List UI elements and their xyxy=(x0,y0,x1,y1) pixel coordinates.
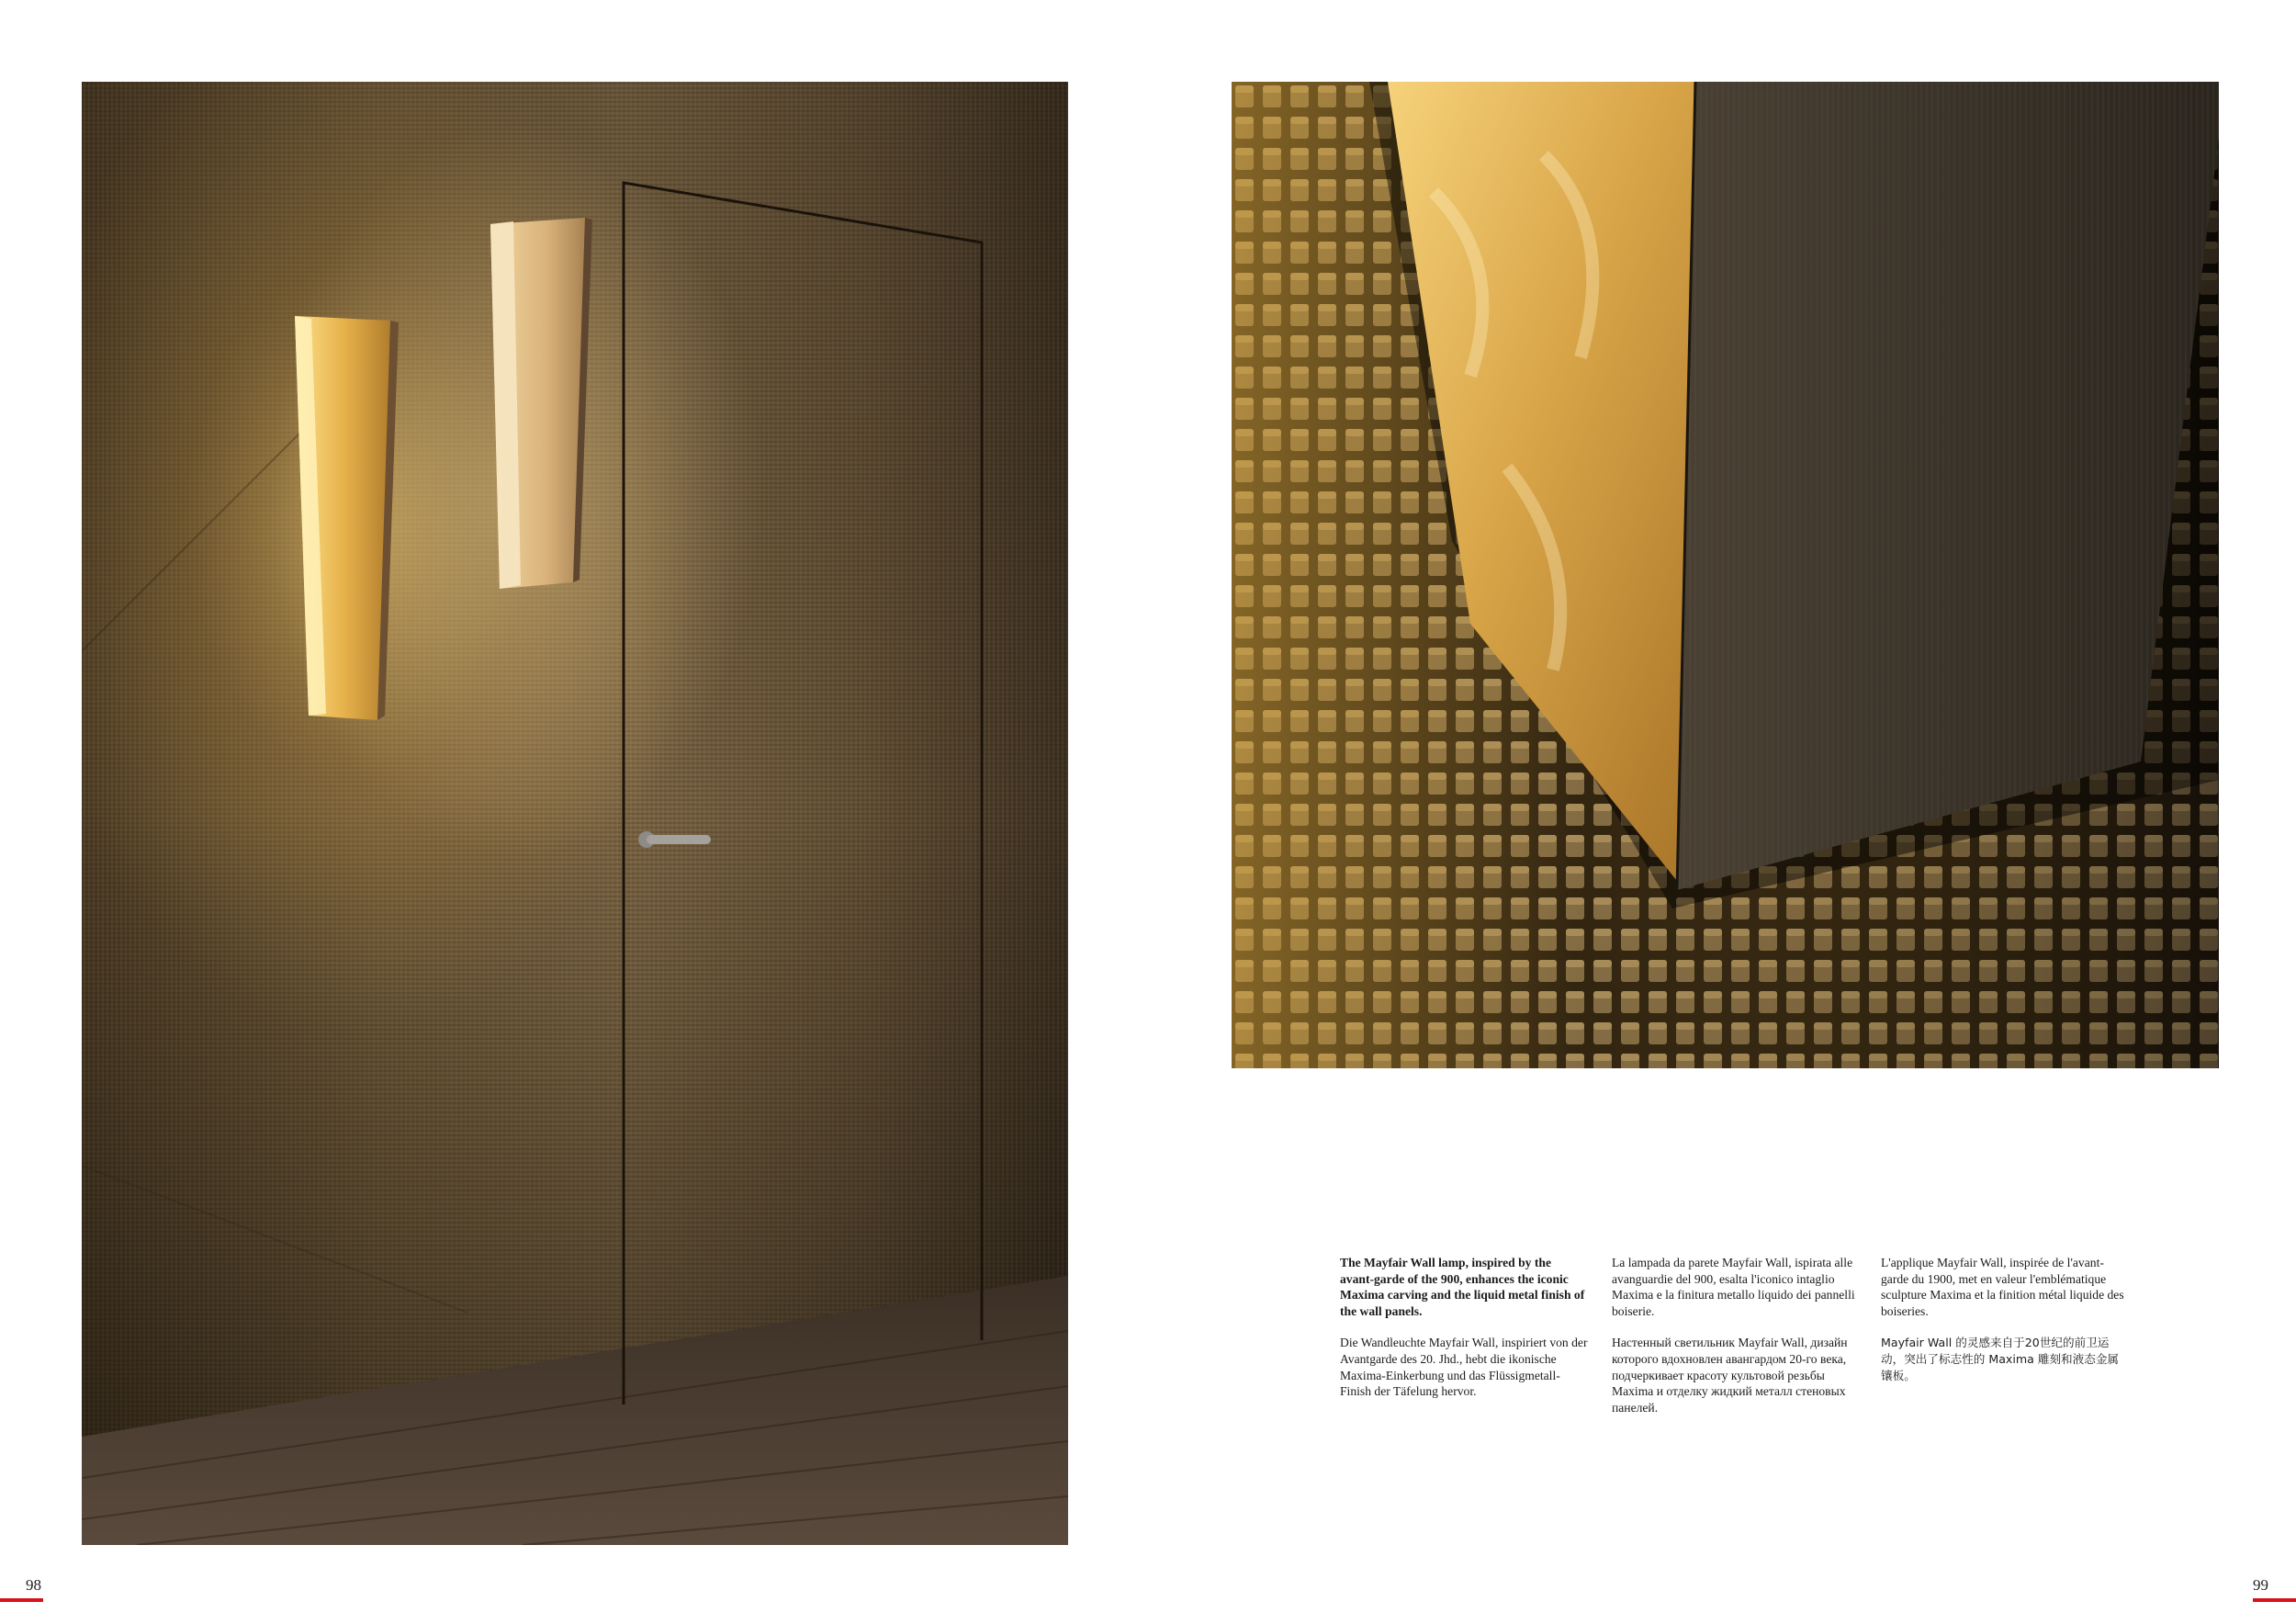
caption-russian: Настенный светильник Mayfair Wall, дизайн которого вдохновлен авангардом 20-го века, подчеркивает красоту культовой резьбы Maxima и отделку жидкий металл стеновых панелей. xyxy=(1612,1336,1848,1415)
caption-italian: La lampada da parete Mayfair Wall, ispirata alle avanguardie del 900, esalta l'iconico intaglio Maxima e la finitura metallo liquido dei pannelli boiserie. xyxy=(1612,1256,1855,1318)
caption-french: L'applique Mayfair Wall, inspirée de l'avant-garde du 1900, met en valeur l'emblématique sculpture Maxima et la finition métal liquide des boiseries. xyxy=(1881,1256,2124,1318)
page-number-right: 99 xyxy=(2253,1576,2268,1594)
page-number-left: 98 xyxy=(26,1576,41,1594)
lamp-closeup-photo xyxy=(1232,82,2219,1068)
page-rule-left xyxy=(0,1598,43,1602)
caption-column-english xyxy=(1340,1255,1588,1415)
caption-column-italian xyxy=(1612,1255,1860,1431)
caption-column-french xyxy=(1881,1255,2129,1399)
wall-lamps-and-door-photo xyxy=(82,82,1068,1545)
caption-english: The Mayfair Wall lamp, inspired by the avant-garde of the 900, enhances the iconic Maxima carving and the liquid metal finish of the wall panels. xyxy=(1340,1256,1585,1318)
caption-chinese: Mayfair Wall 的灵感来自于20世纪的前卫运动，突出了标志性的 Maxima 雕刻和液态金属镶板。 xyxy=(1881,1336,2120,1382)
caption-german: Die Wandleuchte Mayfair Wall, inspiriert von der Avantgarde des 20. Jhd., hebt die ikonische Maxima-Einkerbung und das Flüssigmetall-Finish der Täfelung hervor. xyxy=(1340,1336,1588,1399)
page-rule-right xyxy=(2253,1598,2296,1602)
